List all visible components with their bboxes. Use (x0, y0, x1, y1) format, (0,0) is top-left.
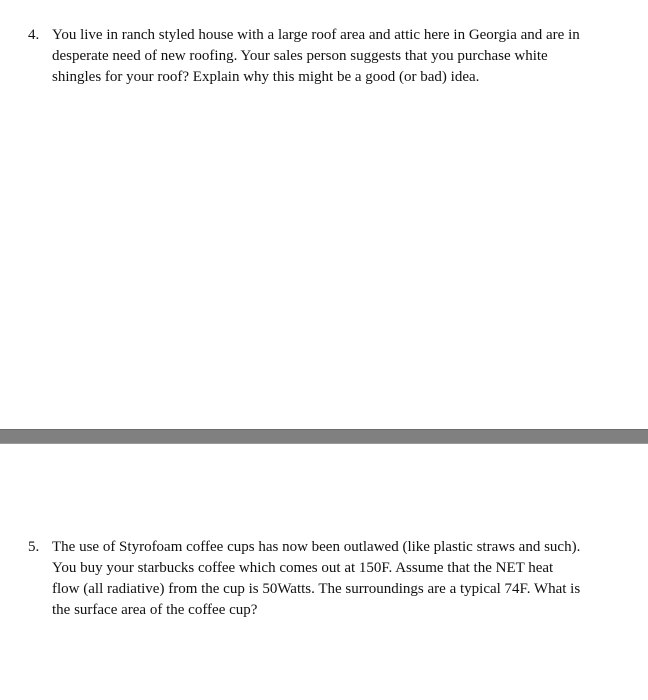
section-divider (0, 429, 648, 444)
question-5-line-4: the surface area of the coffee cup? (52, 602, 258, 618)
question-4-number: 4. (28, 27, 40, 43)
question-4 (28, 25, 628, 88)
question-4-text (52, 25, 628, 88)
question-5-line-1: The use of Styrofoam coffee cups has now been outlawed (like plastic straws and such). (52, 539, 581, 555)
question-5-line-2: You buy your starbucks coffee which comes out at 150F. Assume that the NET heat (52, 560, 554, 576)
question-5-line-3: flow (all radiative) from the cup is 50Watts. The surroundings are a typical 74F. What is (52, 581, 581, 597)
question-5 (28, 537, 628, 621)
question-5-text (52, 537, 628, 621)
question-4-line-2: desperate need of new roofing. Your sales person suggests that you purchase white (52, 48, 548, 64)
question-4-line-3: shingles for your roof? Explain why this might be a good (or bad) idea. (52, 69, 480, 85)
question-5-number: 5. (28, 539, 40, 555)
question-4-line-1: You live in ranch styled house with a large roof area and attic here in Georgia and are in (52, 27, 580, 43)
